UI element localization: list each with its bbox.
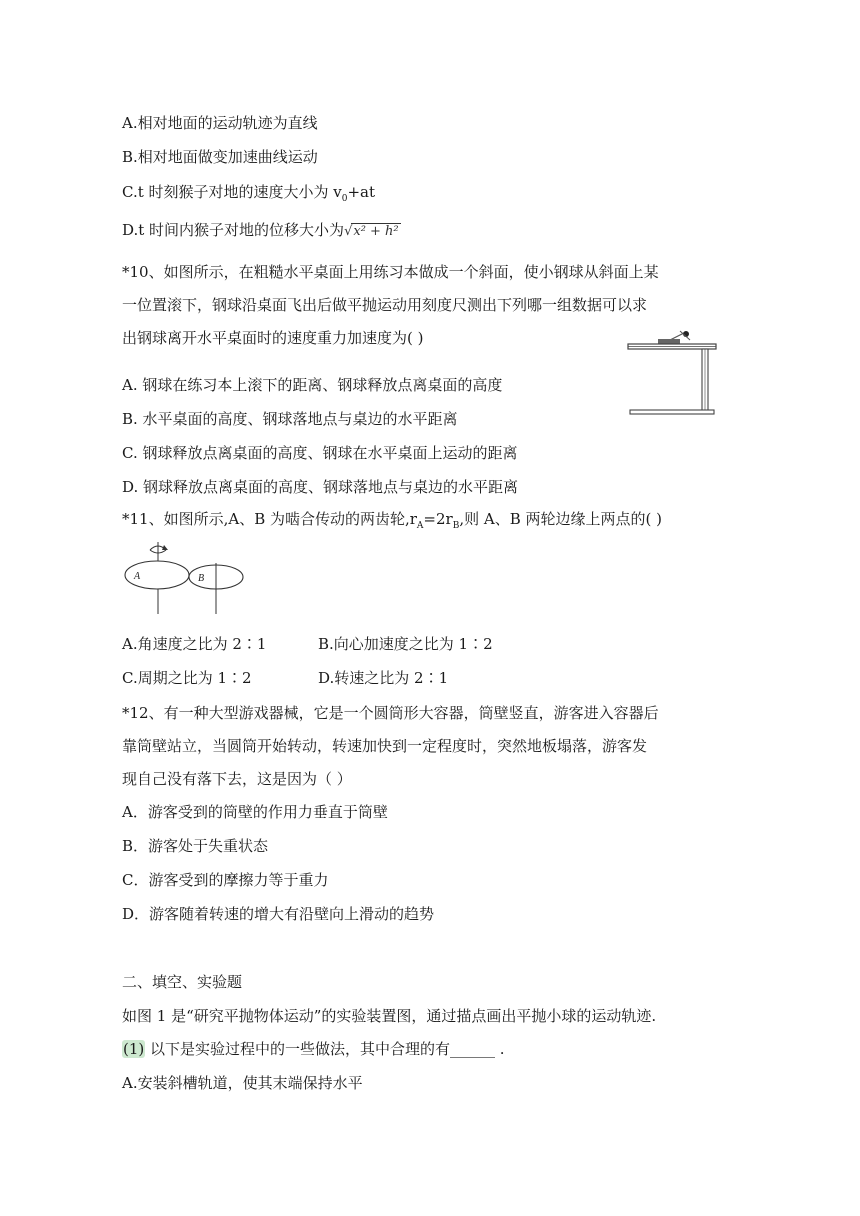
q10-option-d: D. 钢球释放点离桌面的高度、钢球落地点与桌边的水平距离 — [122, 478, 519, 496]
q12-option-d: D．游客随着转速的增大有沿壁向上滑动的趋势 — [122, 905, 435, 923]
q12-stem-line-3: 现自己没有落下去，这是因为（ ） — [122, 770, 352, 788]
section-heading: 二、填空、实验题 — [122, 973, 243, 991]
sub-question-option-a: A.安装斜槽轨道，使其末端保持水平 — [122, 1074, 363, 1092]
q10-stem-line-2: 一位置滚下，钢球沿桌面飞出后做平抛运动用刻度尺测出下列哪一组数据可以求 — [122, 296, 648, 314]
q12-stem-line-2: 靠筒壁站立，当圆筒开始转动，转速加快到一定程度时，突然地板塌落，游客发 — [122, 737, 648, 755]
sqrt-formula: √x² + h² — [344, 224, 399, 239]
q12-option-b: B．游客处于失重状态 — [122, 837, 269, 855]
q12-stem-line-1: *12、有一种大型游戏器械，它是一个圆筒形大容器，筒壁竖直，游客进入容器后 — [122, 704, 659, 722]
q9-option-a: A.相对地面的运动轨迹为直线 — [122, 114, 318, 132]
q10-option-c: C. 钢球释放点离桌面的高度、钢球在水平桌面上运动的距离 — [122, 444, 518, 462]
q10-option-a: A. 钢球在练习本上滚下的距离、钢球释放点离桌面的高度 — [122, 376, 503, 394]
sub-question-1: (1) 以下是实验过程中的一些做法，其中合理的有______ . — [123, 1040, 505, 1058]
q11-option-b: B.向心加速度之比为 1∶2 — [318, 635, 493, 653]
q11-option-d: D.转速之比为 2∶1 — [318, 669, 449, 687]
highlight-marker: (1) — [123, 1040, 145, 1058]
q12-option-c: C．游客受到的摩擦力等于重力 — [122, 871, 329, 889]
gear-label-b: B — [198, 573, 205, 584]
section-intro: 如图 1 是“研究平抛物体运动”的实验装置图，通过描点画出平抛小球的运动轨迹. — [122, 1007, 657, 1025]
q11-option-a: A.角速度之比为 2∶1 — [122, 635, 267, 653]
q9-option-c: C.t 时刻猴子对地的速度大小为 $v_0+at$ — [122, 183, 376, 204]
q9-option-b: B.相对地面做变加速曲线运动 — [122, 148, 318, 166]
gear-label-a: A — [134, 571, 141, 582]
q12-option-a: A．游客受到的筒壁的作用力垂直于筒壁 — [122, 803, 388, 821]
q10-stem-line-1: *10、如图所示，在粗糙水平桌面上用练习本做成一个斜面，使小钢球从斜面上某 — [122, 263, 659, 281]
table-incline-figure — [624, 322, 724, 422]
q9-option-d: D.t 时间内猴子对地的位移大小为√x² + h² — [122, 221, 399, 239]
gear-diagram — [120, 538, 250, 620]
q11-stem: *11、如图所示,A、B 为啮合传动的两齿轮$,r_A=2r_B$,则 A、B 两轮边缘上两点的( ) — [122, 510, 662, 531]
q10-option-b: B. 水平桌面的高度、钢球落地点与桌边的水平距离 — [122, 410, 458, 428]
q10-stem-line-3: 出钢球离开水平桌面时的速度重力加速度为( ) — [122, 329, 424, 347]
q11-option-c: C.周期之比为 1∶2 — [122, 669, 252, 687]
